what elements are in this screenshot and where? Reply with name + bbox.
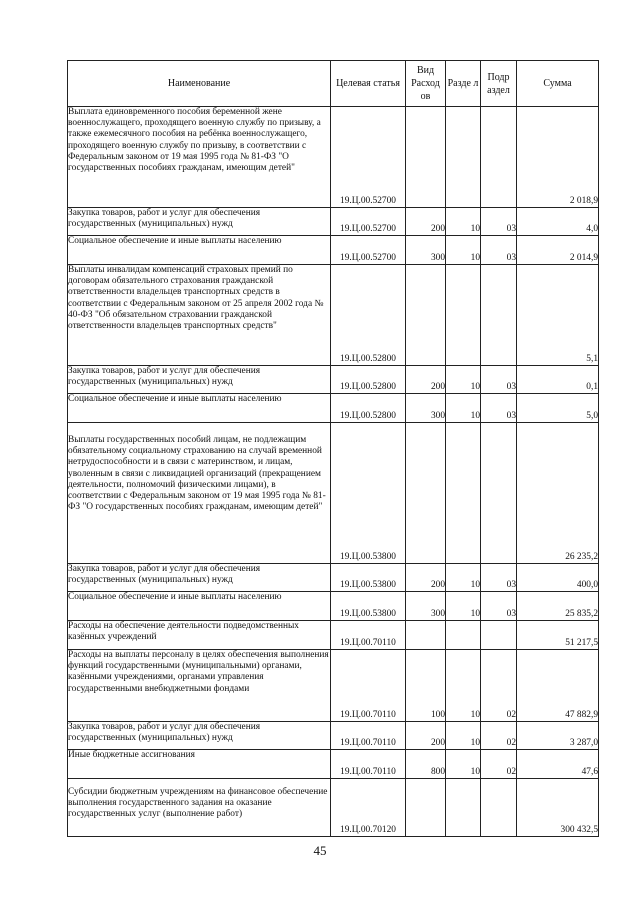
row-expense-type	[406, 621, 446, 650]
table-row	[68, 394, 599, 423]
row-target-article: 19.Ц.00.52800	[331, 366, 406, 394]
row-section	[446, 621, 481, 650]
row-sum: 0,1	[517, 366, 599, 394]
row-expense-type	[406, 423, 446, 564]
row-name: Социальное обеспечение и иные выплаты населению	[68, 236, 331, 265]
table-row	[68, 722, 599, 750]
row-section: 10	[446, 722, 481, 750]
header-subsection: Подр аздел	[481, 61, 517, 107]
row-subsection: 03	[481, 564, 517, 592]
row-section: 10	[446, 592, 481, 621]
row-subsection	[481, 621, 517, 650]
row-sum: 47 882,9	[517, 650, 599, 722]
row-subsection	[481, 779, 517, 837]
row-name: Закупка товаров, работ и услуг для обеспечения государственных (муниципальных) нужд	[68, 564, 331, 592]
row-sum: 300 432,5	[517, 779, 599, 837]
row-name: Выплаты государственных пособий лицам, не подлежащим обязательному социальному страхованию на случай временной нетрудоспособности и в связи с материнством, и лицам, уволенным в связи с ликвидацией организаций (прекращением деятельности, полномочий физическими лицами), в соответствии с Федеральным законом от 19 мая 1995 года № 81-ФЗ "О государственных пособиях гражданам, имеющим детей"	[68, 423, 331, 564]
row-expense-type: 800	[406, 750, 446, 779]
row-sum: 47,6	[517, 750, 599, 779]
row-target-article: 19.Ц.00.52800	[331, 265, 406, 366]
row-subsection: 03	[481, 366, 517, 394]
row-name: Субсидии бюджетным учреждениям на финансовое обеспечение выполнения государственного задания на оказание государственных услуг (выполнение работ)	[68, 779, 331, 837]
row-subsection: 03	[481, 394, 517, 423]
row-expense-type: 300	[406, 236, 446, 265]
row-subsection	[481, 423, 517, 564]
table-header-row	[68, 61, 599, 107]
row-section: 10	[446, 750, 481, 779]
row-target-article: 19.Ц.00.52700	[331, 107, 406, 208]
row-subsection: 02	[481, 650, 517, 722]
row-subsection: 03	[481, 592, 517, 621]
row-subsection	[481, 265, 517, 366]
row-section	[446, 107, 481, 208]
table-row	[68, 650, 599, 722]
row-sum: 4,0	[517, 208, 599, 236]
row-expense-type	[406, 107, 446, 208]
table-row	[68, 265, 599, 366]
row-name: Социальное обеспечение и иные выплаты населению	[68, 592, 331, 621]
table-row	[68, 779, 599, 837]
row-name: Социальное обеспечение и иные выплаты населению	[68, 394, 331, 423]
row-expense-type: 300	[406, 592, 446, 621]
row-name: Закупка товаров, работ и услуг для обеспечения государственных (муниципальных) нужд	[68, 722, 331, 750]
row-expense-type: 200	[406, 564, 446, 592]
row-section: 10	[446, 366, 481, 394]
page-number: 45	[313, 843, 327, 858]
row-expense-type: 200	[406, 722, 446, 750]
row-subsection: 03	[481, 208, 517, 236]
table-row	[68, 107, 599, 208]
row-name: Расходы на выплаты персоналу в целях обеспечения выполнения функций государственными (муниципальными) органами, казёнными учреждениями, органами управления государственными внебюджетными фондами	[68, 650, 331, 722]
row-section: 10	[446, 394, 481, 423]
row-sum: 25 835,2	[517, 592, 599, 621]
row-sum: 51 217,5	[517, 621, 599, 650]
row-name: Расходы на обеспечение деятельности подведомственных казённых учреждений	[68, 621, 331, 650]
row-target-article: 19.Ц.00.70110	[331, 750, 406, 779]
row-target-article: 19.Ц.00.52700	[331, 236, 406, 265]
budget-table	[67, 60, 599, 837]
row-section: 10	[446, 208, 481, 236]
row-target-article: 19.Ц.00.53800	[331, 592, 406, 621]
row-target-article: 19.Ц.00.52800	[331, 394, 406, 423]
row-expense-type: 200	[406, 208, 446, 236]
row-sum: 400,0	[517, 564, 599, 592]
table-row	[68, 236, 599, 265]
row-target-article: 19.Ц.00.53800	[331, 423, 406, 564]
table-row	[68, 423, 599, 564]
table-row	[68, 564, 599, 592]
row-section	[446, 779, 481, 837]
table-row	[68, 366, 599, 394]
row-name: Выплаты инвалидам компенсаций страховых премий по договорам обязательного страхования гражданской ответственности владельцев транспортных средств в соответствии с Федеральным законом от 25 апреля 2002 года № 40-ФЗ "Об обязательном страховании гражданской ответственности владельцев транспортных средств"	[68, 265, 331, 366]
row-sum: 5,1	[517, 265, 599, 366]
row-sum: 26 235,2	[517, 423, 599, 564]
table-row	[68, 208, 599, 236]
row-expense-type: 200	[406, 366, 446, 394]
header-expense-type: Вид Расход ов	[406, 61, 446, 107]
row-expense-type	[406, 779, 446, 837]
row-sum: 5,0	[517, 394, 599, 423]
row-sum: 3 287,0	[517, 722, 599, 750]
table-row	[68, 621, 599, 650]
header-sum: Сумма	[517, 61, 599, 107]
row-target-article: 19.Ц.00.70120	[331, 779, 406, 837]
header-section: Разде л	[446, 61, 481, 107]
table-row	[68, 750, 599, 779]
header-name: Наименование	[68, 61, 331, 107]
row-subsection: 02	[481, 750, 517, 779]
row-sum: 2 018,9	[517, 107, 599, 208]
row-target-article: 19.Ц.00.52700	[331, 208, 406, 236]
row-section: 10	[446, 236, 481, 265]
row-expense-type: 100	[406, 650, 446, 722]
row-section	[446, 423, 481, 564]
row-subsection: 03	[481, 236, 517, 265]
row-name: Закупка товаров, работ и услуг для обеспечения государственных (муниципальных) нужд	[68, 208, 331, 236]
row-subsection	[481, 107, 517, 208]
row-target-article: 19.Ц.00.53800	[331, 564, 406, 592]
row-name: Выплата единовременного пособия беременной жене военнослужащего, проходящего военную службу по призыву, а также ежемесячного пособия на ребёнка военнослужащего, проходящего военную службу по призыву, в соответствии с Федеральным законом от 19 мая 1995 года № 81-ФЗ "О государственных пособиях гражданам, имеющим детей"	[68, 107, 331, 208]
row-subsection: 02	[481, 722, 517, 750]
row-name: Закупка товаров, работ и услуг для обеспечения государственных (муниципальных) нужд	[68, 366, 331, 394]
row-sum: 2 014,9	[517, 236, 599, 265]
row-name: Иные бюджетные ассигнования	[68, 750, 331, 779]
row-section: 10	[446, 564, 481, 592]
row-target-article: 19.Ц.00.70110	[331, 621, 406, 650]
row-expense-type: 300	[406, 394, 446, 423]
row-section	[446, 265, 481, 366]
row-expense-type	[406, 265, 446, 366]
row-target-article: 19.Ц.00.70110	[331, 722, 406, 750]
row-target-article: 19.Ц.00.70110	[331, 650, 406, 722]
row-section: 10	[446, 650, 481, 722]
table-row	[68, 592, 599, 621]
header-target-article: Целевая статья	[331, 61, 406, 107]
